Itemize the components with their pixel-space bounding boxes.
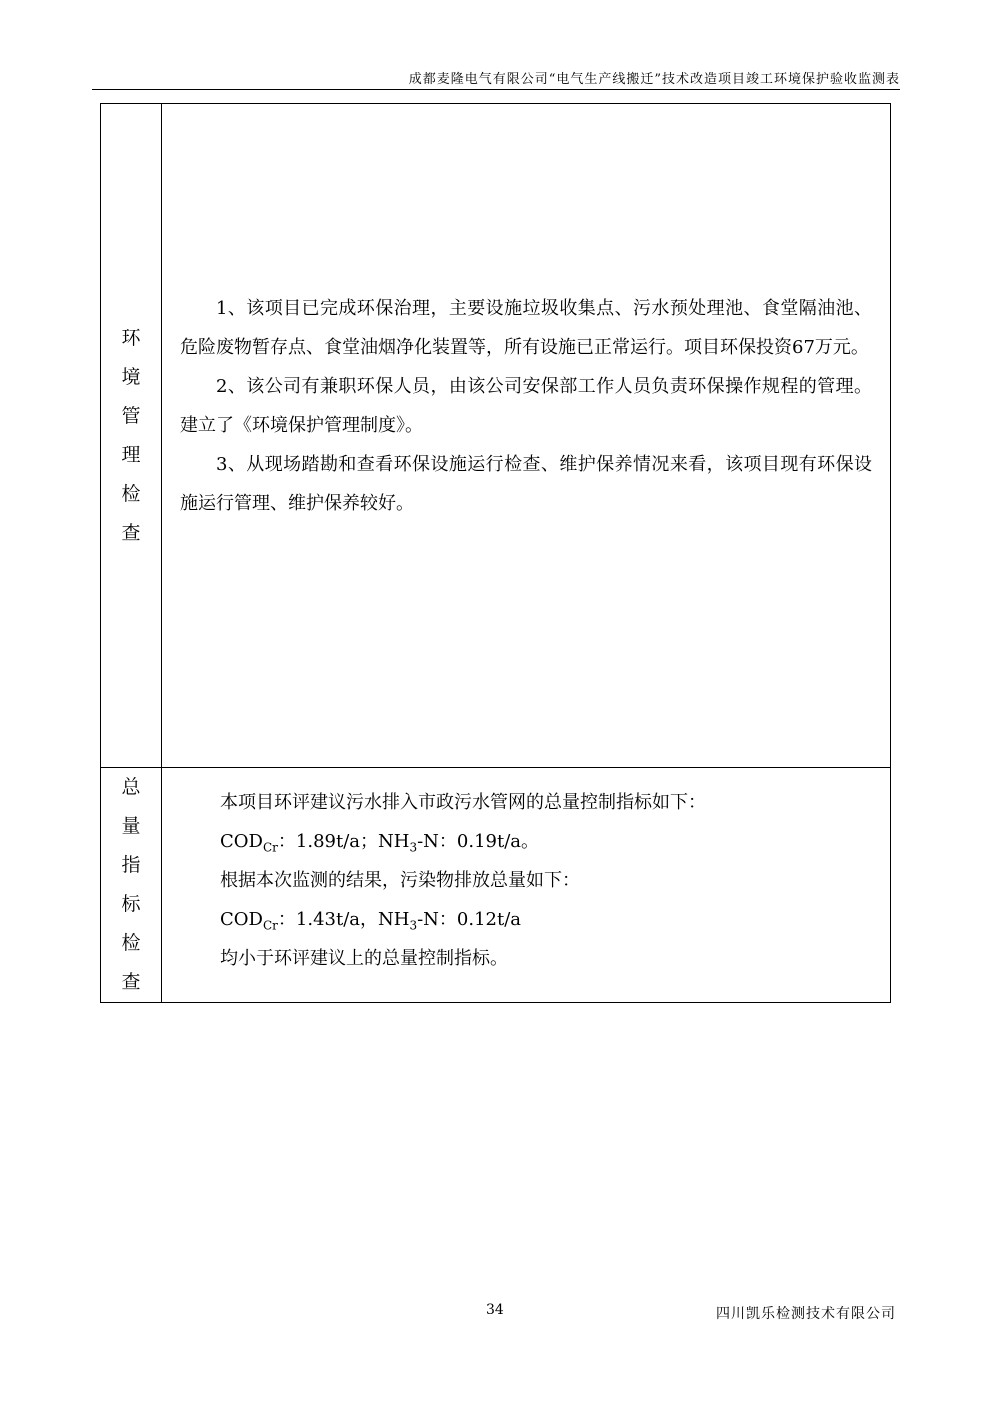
cod-result-value: ：1.43t/a， [277, 908, 378, 930]
document-header-title: 成都麦隆电气有限公司“电气生产线搬迁”技术改造项目竣工环境保护验收监测表 [408, 72, 900, 87]
inspection-table [100, 103, 891, 1003]
label-char: 查 [121, 971, 141, 993]
total-result-line [220, 900, 872, 939]
env-paragraph-3: 3、从现场踏勘和查看环保设施运行检查、维护保养情况来看，该项目现有环保设施运行管理、维护保养较好。 [180, 453, 872, 514]
page-number: 34 [486, 1302, 504, 1318]
total-index-content-cell [162, 768, 891, 1003]
total-intro: 本项目环评建议污水排入市政污水管网的总量控制指标如下： [220, 791, 706, 813]
total-index-row [101, 768, 891, 1003]
total-index-label [101, 768, 161, 1002]
label-char: 理 [121, 443, 141, 466]
label-char: 总 [121, 776, 141, 798]
env-management-label [101, 319, 161, 553]
env-management-content-cell [162, 104, 891, 768]
label-char: 检 [121, 932, 141, 954]
label-char: 量 [121, 815, 141, 837]
cod-subscript: Cr [262, 840, 278, 855]
env-management-label-cell [101, 104, 162, 768]
label-char: 检 [121, 482, 141, 505]
total-index-content [180, 783, 872, 978]
cod-label: COD [220, 830, 263, 852]
total-index-label-cell [101, 768, 162, 1003]
total-conclusion: 均小于环评建议上的总量控制指标。 [220, 947, 508, 969]
label-char: 境 [121, 365, 141, 388]
env-paragraph-1: 1、该项目已完成环保治理，主要设施垃圾收集点、污水预处理池、食堂隔油池、危险废物暂存点、食堂油烟净化装置等，所有设施已正常运行。项目环保投资67万元。 [180, 297, 872, 358]
label-char: 标 [121, 893, 141, 915]
label-char: 查 [121, 521, 141, 544]
cod-subscript: Cr [262, 918, 278, 933]
env-management-content [180, 289, 872, 523]
cod-limit-value: ：1.89t/a； [277, 830, 378, 852]
label-char: 环 [121, 326, 141, 349]
header-divider [92, 89, 900, 90]
total-limit-line [220, 822, 872, 861]
cod-label: COD [220, 908, 263, 930]
nh-label: NH [378, 908, 410, 930]
footer-company-name: 四川凯乐检测技术有限公司 [716, 1306, 896, 1322]
label-char: 指 [121, 854, 141, 876]
nh-limit-value: -N：0.19t/a。 [417, 830, 540, 852]
label-char: 管 [121, 404, 141, 427]
env-management-row [101, 104, 891, 768]
nh-label: NH [378, 830, 410, 852]
env-paragraph-2: 2、该公司有兼职环保人员，由该公司安保部工作人员负责环保操作规程的管理。建立了《环境保护管理制度》。 [180, 375, 872, 436]
nh-subscript: 3 [409, 840, 418, 855]
nh-subscript: 3 [409, 918, 418, 933]
nh-result-value: -N：0.12t/a [417, 908, 522, 930]
total-result-intro: 根据本次监测的结果，污染物排放总量如下： [220, 869, 580, 891]
